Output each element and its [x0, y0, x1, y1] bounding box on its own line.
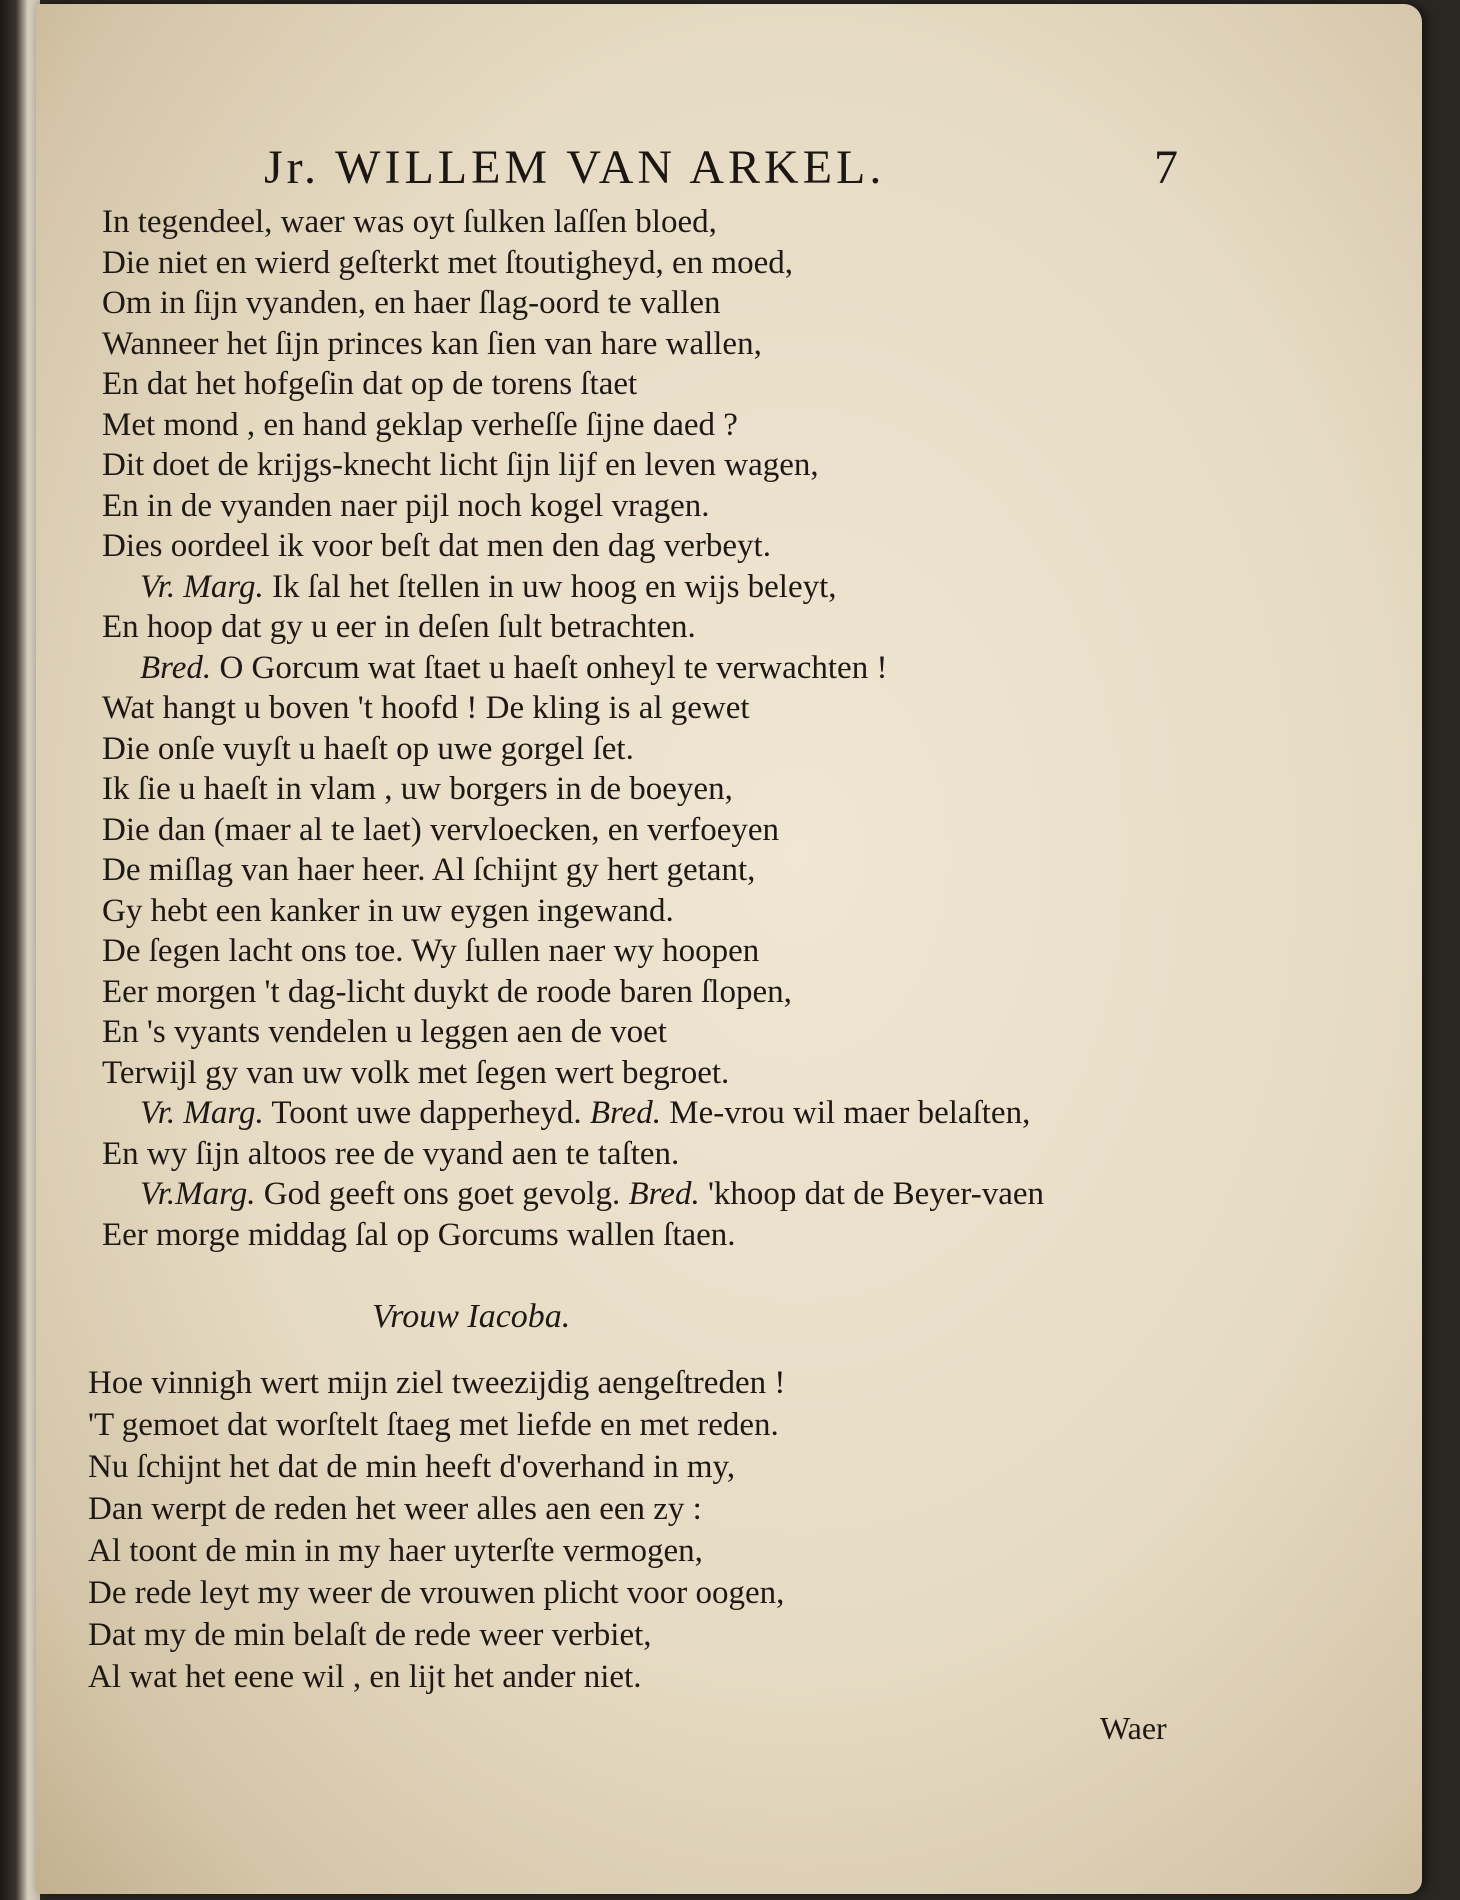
line-text: Die niet en wierd geſterkt met ſtoutigheyd, en moed, [102, 244, 793, 281]
verse-line [102, 1012, 1392, 1053]
verse-line [102, 486, 1392, 527]
line-text: En dat het hofgeſin dat op de torens ſtaet [102, 366, 638, 402]
verse-line [102, 810, 1392, 851]
line-text: In tegendeel, waer was oyt ſulken laſſen bloed, [102, 204, 717, 240]
verse-line [88, 1446, 1388, 1488]
verse-line [102, 648, 1392, 689]
verse-line [102, 1215, 1392, 1256]
verse-line [88, 1614, 1388, 1656]
line-text: Gy hebt een kanker in uw eygen ingewand. [102, 892, 674, 929]
line-text: Terwijl gy van uw volk met ſegen wert begroet. [102, 1054, 730, 1091]
verse-line [102, 1134, 1392, 1175]
verse-line [88, 1362, 1388, 1404]
line-text: Dan werpt de reden het weer alles aen een zy : [88, 1491, 702, 1527]
line-text: God geeft ons goet gevolg. [255, 1176, 629, 1212]
verse-line [102, 891, 1392, 932]
book-page [36, 4, 1422, 1894]
line-text: Eer morgen 't dag-licht duykt de roode baren ſlopen, [102, 973, 792, 1010]
line-text: En wy ſijn altoos ree de vyand aen te taſten. [102, 1135, 680, 1172]
line-text: Dit doet de krijgs-knecht licht ſijn lijf en leven wagen, [102, 447, 819, 483]
verse-line [102, 364, 1392, 405]
verse-line [102, 1053, 1392, 1094]
line-text: Die dan (maer al te laet) vervloecken, en verfoeyen [102, 811, 780, 848]
verse-block-monologue [88, 1362, 1388, 1698]
verse-line [102, 1174, 1392, 1215]
line-text: Wanneer het ſijn princes kan ſien van hare wallen, [102, 325, 762, 362]
line-text: Toont uwe dapperheyd. [263, 1095, 590, 1131]
verse-line [102, 769, 1392, 810]
verse-line [102, 283, 1392, 324]
verse-line [102, 202, 1392, 243]
line-text: En hoop dat gy u eer in deſen ſult betrachten. [102, 609, 696, 645]
line-text: Me-vrou wil maer belaſten, [661, 1095, 1031, 1131]
line-text: Ik ſie u haeſt in vlam , uw borgers in de boeyen, [102, 771, 733, 807]
verse-line [102, 607, 1392, 648]
speaker-name: Vr. Marg. [140, 568, 264, 605]
verse-line [88, 1656, 1388, 1698]
running-title: Jr. WILLEM VAN ARKEL. [264, 141, 886, 194]
speaker-name: Bred. [140, 649, 212, 686]
verse-line [102, 324, 1392, 365]
speaker-name: Bred. [628, 1176, 700, 1212]
verse-line [88, 1572, 1388, 1614]
running-header [36, 140, 1422, 200]
page-number: 7 [1154, 141, 1178, 194]
verse-line [102, 850, 1392, 891]
verse-line [102, 931, 1392, 972]
line-text: Met mond , en hand geklap verheſſe ſijne daed ? [102, 406, 738, 443]
line-text: En in de vyanden naer pijl noch kogel vragen. [102, 487, 710, 524]
line-text: 'khoop dat de Beyer-vaen [699, 1176, 1045, 1212]
line-text: De rede leyt my weer de vrouwen plicht voor oogen, [88, 1575, 785, 1611]
verse-line [102, 1093, 1392, 1134]
verse-block-main [102, 202, 1392, 1255]
line-text: Dies oordeel ik voor beſt dat men den dag verbeyt. [102, 528, 771, 564]
verse-line [88, 1404, 1388, 1446]
line-text: De miſlag van haer heer. Al ſchijnt gy hert getant, [102, 852, 756, 888]
line-text: Hoe vinnigh wert mijn ziel tweezijdig aengeſtreden ! [88, 1365, 786, 1401]
line-text: Om in ſijn vyanden, en haer ſlag-oord te vallen [102, 285, 721, 321]
book-spine [0, 0, 40, 1900]
verse-line [102, 243, 1392, 284]
verse-line [88, 1488, 1388, 1530]
line-text: Eer morge middag ſal op Gorcums wallen ſtaen. [102, 1216, 736, 1253]
line-text: Al toont de min in my haer uyterſte vermogen, [88, 1533, 703, 1569]
verse-line [102, 567, 1392, 608]
verse-line [102, 729, 1392, 770]
verse-line [102, 405, 1392, 446]
verse-line [102, 445, 1392, 486]
line-text: O Gorcum wat ſtaet u haeſt onheyl te verwachten ! [211, 649, 888, 686]
verse-line [88, 1530, 1388, 1572]
line-text: 'T gemoet dat worſtelt ſtaeg met liefde en met reden. [88, 1407, 779, 1443]
verse-line [102, 526, 1392, 567]
verse-line [102, 972, 1392, 1013]
verse-line [102, 688, 1392, 729]
speaker-name: Bred. [589, 1095, 662, 1131]
speaker-name: Vr. Marg. [140, 1095, 264, 1131]
line-text: Dat my de min belaſt de rede weer verbiet, [88, 1617, 652, 1653]
line-text: Die onſe vuyſt u haeſt op uwe gorgel ſet. [102, 730, 634, 767]
line-text: Ik ſal het ſtellen in uw hoog en wijs beleyt, [263, 568, 837, 605]
line-text: En 's vyants vendelen u leggen aen de voet [102, 1014, 667, 1050]
catchword: Waer [1100, 1710, 1167, 1746]
section-heading: Vrouw Iacoba. [372, 1298, 571, 1335]
line-text: Wat hangt u boven 't hoofd ! De kling is al gewet [102, 690, 750, 726]
speaker-name: Vr.Marg. [140, 1176, 256, 1212]
line-text: Nu ſchijnt het dat de min heeft d'overhand in my, [88, 1449, 736, 1485]
line-text: Al wat het eene wil , en lijt het ander niet. [88, 1659, 642, 1695]
line-text: De ſegen lacht ons toe. Wy ſullen naer wy hoopen [102, 933, 760, 969]
